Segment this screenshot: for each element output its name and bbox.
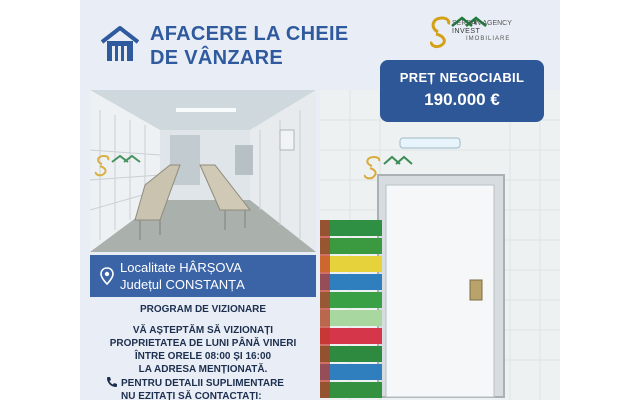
- house-icon: [100, 24, 140, 64]
- title-line-2: DE VÂNZARE: [150, 47, 284, 69]
- logo-brand-text: SERBAN AGENCY: [452, 20, 512, 27]
- price-value: 190.000 €: [424, 90, 500, 109]
- cold-room-photo: [320, 90, 560, 400]
- watermark-logo: [92, 152, 152, 182]
- cold-room-illustration: [320, 90, 560, 400]
- viewing-line-2: PROPRIETATEA DE LUNI PÂNĂ VINERI: [109, 338, 297, 349]
- contact-line-2: NU EZITAȚI SĂ CONTACTAȚI:: [121, 391, 262, 400]
- watermark-logo-right: [360, 152, 430, 186]
- price-badge: [380, 60, 544, 122]
- hall-photo: [90, 90, 316, 252]
- locality-text: Localitate HÂRȘOVA: [120, 260, 242, 275]
- real-estate-poster: [80, 0, 560, 400]
- contact-text: [106, 376, 316, 400]
- viewing-line-1: VĂ AȘTEPTĂM SĂ VIZIONAȚI: [132, 325, 274, 336]
- contact-line-1: PENTRU DETALII SUPLIMENTARE: [121, 378, 284, 389]
- viewing-line-4: LA ADRESA MENȚIONATĂ.: [138, 364, 268, 375]
- county-text: Județul CONSTANȚA: [120, 277, 245, 292]
- logo-imobiliare-text: IMOBILIARE: [466, 36, 511, 42]
- price-label: PREȚ NEGOCIABIL: [399, 70, 525, 85]
- location-pin-icon: [100, 267, 114, 285]
- viewing-heading: PROGRAM DE VIZIONARE: [139, 304, 267, 315]
- logo-invest-text: INVEST: [452, 28, 481, 35]
- page-title: [150, 22, 349, 70]
- phone-icon: [106, 376, 118, 388]
- title-line-1: AFACERE LA CHEIE: [150, 23, 349, 45]
- viewing-info: [90, 298, 316, 400]
- viewing-line-3: ÎNTRE ORELE 08:00 ȘI 16:00: [134, 351, 272, 362]
- viewing-body: [90, 324, 316, 376]
- location-box: [90, 255, 316, 297]
